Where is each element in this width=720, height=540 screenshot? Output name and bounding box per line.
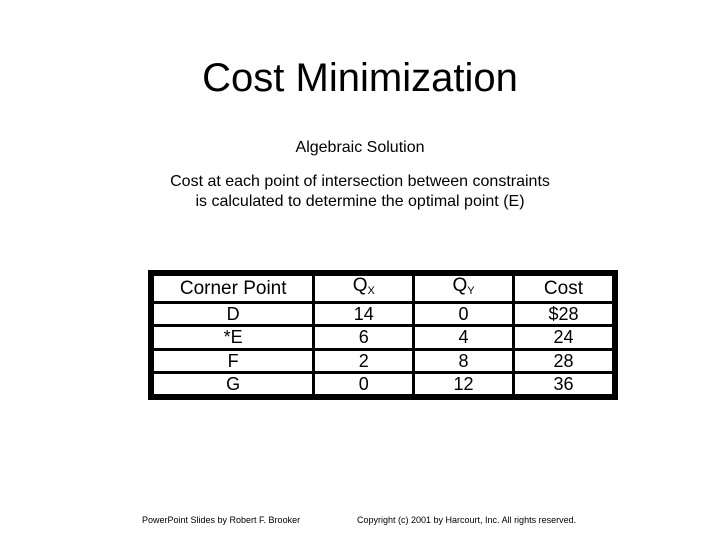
table-cell: $28 <box>515 304 612 324</box>
header-label: Cost <box>543 277 583 299</box>
table-cell: 28 <box>515 351 612 371</box>
header-qx <box>315 276 412 301</box>
header-subscript: X <box>367 285 375 297</box>
header-label: Q <box>352 275 368 296</box>
table-cell: 14 <box>315 304 412 324</box>
slide-title: Cost Minimization <box>202 56 518 100</box>
header-label: Q <box>452 275 468 296</box>
header-cost <box>515 276 612 301</box>
header-corner-point <box>154 276 312 301</box>
table-row <box>154 351 612 371</box>
table-cell: 12 <box>415 374 512 394</box>
table-cell: 4 <box>415 327 512 347</box>
description-line-1: Cost at each point of intersection between constraints <box>170 173 550 190</box>
table-cell: 0 <box>315 374 412 394</box>
table-row <box>154 304 612 324</box>
table-cell: 2 <box>315 351 412 371</box>
header-subscript: Y <box>467 285 475 297</box>
table-cell: G <box>154 374 312 394</box>
slide-subtitle: Algebraic Solution <box>295 139 425 156</box>
table-row <box>154 327 612 347</box>
table-cell: 24 <box>515 327 612 347</box>
cost-table <box>148 270 618 400</box>
table-cell: *E <box>154 327 312 347</box>
header-label: Corner Point <box>179 277 287 299</box>
table-row <box>154 374 612 394</box>
table-header-row <box>154 276 612 301</box>
table-cell: 0 <box>415 304 512 324</box>
slide-description <box>0 172 720 212</box>
table-cell: 8 <box>415 351 512 371</box>
table-cell: 36 <box>515 374 612 394</box>
table-cell: D <box>154 304 312 324</box>
footer-credit: PowerPoint Slides by Robert F. Brooker <box>142 515 301 525</box>
header-qy <box>415 276 512 301</box>
description-line-2: is calculated to determine the optimal point (E) <box>195 193 525 210</box>
table-cell: 6 <box>315 327 412 347</box>
footer-copyright: Copyright (c) 2001 by Harcourt, Inc. All rights reserved. <box>357 515 577 525</box>
table-cell: F <box>154 351 312 371</box>
